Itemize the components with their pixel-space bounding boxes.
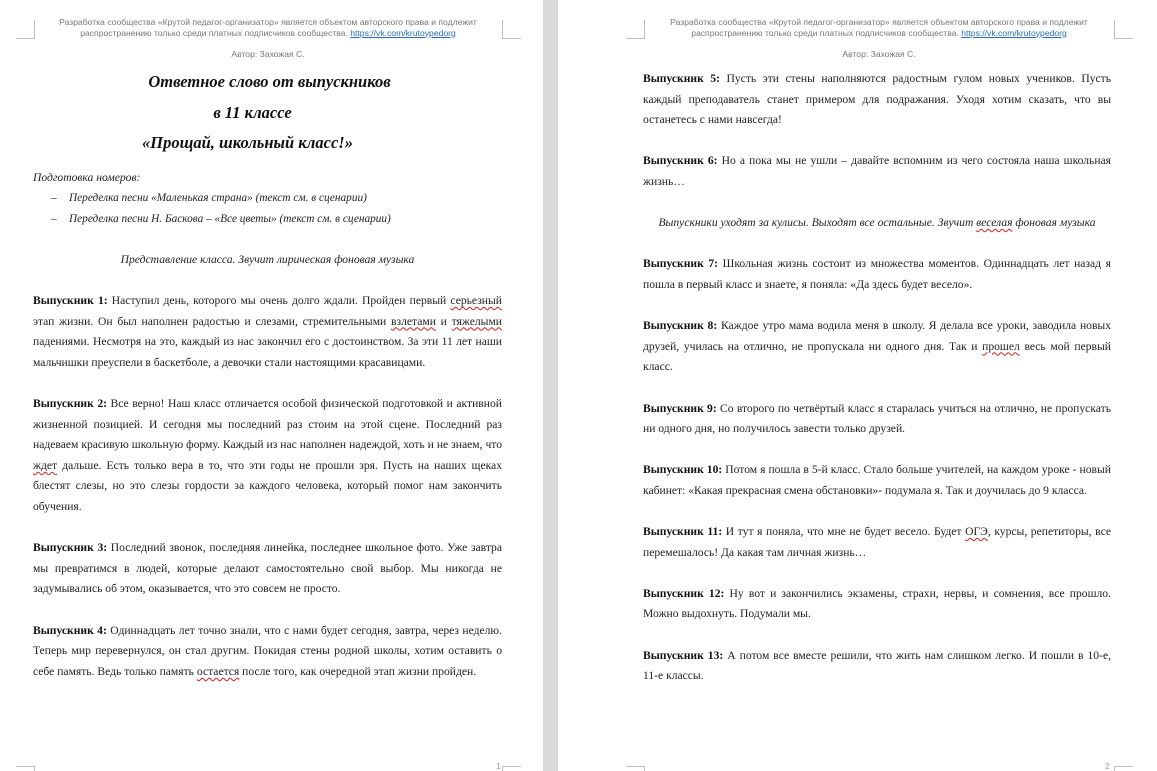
- speaker-label: Выпускник 6:: [643, 154, 718, 168]
- speaker-label: Выпускник 8:: [643, 319, 718, 333]
- speaker-label: Выпускник 10:: [643, 463, 723, 477]
- speech-11: Выпускник 11: И тут я поняла, что мне не будет весело. Будет ОГЭ, курсы, репетиторы, все перемешалось! Да какая там личная жизнь…: [643, 525, 1112, 559]
- prep-item-2: – Переделка песни Н. Баскова – «Все цветы» (текст см. в сценарии): [33, 209, 502, 230]
- header-link[interactable]: https://vk.com/krutoypedorg: [961, 27, 1067, 38]
- speech-7: Выпускник 7: Школьная жизнь состоит из множества моментов. Одиннадцать лет назад я пошла в первый класс и знаете, я поняла: «Да здесь будет весело».: [643, 257, 1112, 291]
- speech-12: Выпускник 12: Ну вот и закончились экзамены, страхи, нервы, и сомнения, все прошло. Можно выдохнуть. Подумали мы.: [643, 586, 1111, 621]
- page-2-body: [643, 69, 1111, 687]
- speech-10: Выпускник 10: Потом я пошла в 5-й класс. Стало больше учителей, на каждом уроке - новый кабинет: «Какая прекрасная смена обстановки»- подумала я. Так и доучилась до 9 класса.: [643, 463, 1112, 497]
- speech-5: Выпускник 5: Пусть эти стены наполняются радостным гулом новых учеников. Пусть каждый преподаватель станет примером для подражания. Уходя хотим сказать, что вы останетесь с нами навсегда!: [643, 72, 1111, 127]
- speaker-label: Выпускник 2:: [33, 397, 107, 411]
- speaker-label: Выпускник 4:: [33, 623, 107, 637]
- speaker-label: Выпускник 11:: [643, 525, 723, 539]
- prep-label: Подготовка номеров:: [33, 170, 141, 184]
- speech-8: Выпускник 8: Каждое утро мама водила меня в школу. Я делала все уроки, заводила новых друзей, училась на отлично, не пропускала ни одного дня. Так и прошел весь мой первый класс.: [643, 319, 1112, 374]
- page-header: [30, 17, 506, 38]
- page-corner-mark: [1114, 766, 1133, 771]
- speech-6: Выпускник 6: Но а пока мы не ушли – давайте вспомним из чего состояла наша школьная жизнь…: [643, 154, 1112, 188]
- speaker-label: Выпускник 1:: [33, 294, 108, 308]
- header-line-2: распространению только среди платных подписчиков сообщества.: [691, 27, 959, 38]
- doc-title-line-1: Ответное слово от выпускников: [148, 72, 391, 91]
- page-number: 1: [496, 761, 501, 771]
- author-line: Автор: Захожая С.: [842, 49, 916, 59]
- header-line-1: Разработка сообщества «Крутой педагог-организатор» является объектом авторского права и подлежит: [670, 17, 1088, 27]
- speech-1: Выпускник 1: Наступил день, которого мы очень долго ждали. Пройден первый серьезный этап жизни. Он был наполнен радостью и слезами, стремительными взлетами и тяжелыми падениями. Несмотря на это, каждый из нас закончил его с достоинством. За эти 11 лет наши мальчишки преуспели в баскетболе, а девочки стали настоящими красавицами.: [33, 294, 502, 369]
- speaker-label: Выпускник 9:: [643, 401, 717, 415]
- page-1-body: [33, 67, 502, 682]
- header-link[interactable]: https://vk.com/krutoypedorg: [350, 27, 456, 38]
- page-number: 2: [1105, 761, 1110, 771]
- page-corner-mark: [502, 766, 521, 771]
- page-corner-mark: [626, 766, 645, 771]
- speech-3: Выпускник 3: Последний звонок, последняя линейка, последнее школьное фото. Уже завтра мы превратимся в людей, которые делают самостоятельно свой выбор. Мы никогда не задумывались об этом, оказывается, что это совсем не просто.: [33, 541, 503, 596]
- stage-note: Представление класса. Звучит лирическая фоновая музыка: [120, 252, 415, 266]
- document-page-1: [0, 0, 543, 771]
- speech-2: Выпускник 2: Все верно! Наш класс отличается особой физической подготовкой и активной жизненной позицией. И сегодня мы последний раз стоим на этой сцене. Последний раз надеваем красивую школьную форму. Каждый из нас наполнен надеждой, хоть и не знаем, что ждет дальше. Есть только вера в то, что эти годы не прошли зря. Пусть на наших щеках блестят слезы, но это слезы гордости за каждого человека, который помог нам закончить обучения.: [33, 397, 502, 513]
- doc-title-line-2: в 11 классе: [213, 102, 292, 122]
- speaker-label: Выпускник 3:: [33, 541, 108, 555]
- document-page-2: [558, 0, 1157, 771]
- speaker-label: Выпускник 12:: [643, 586, 725, 600]
- stage-note: Выпускники уходят за кулисы. Выходят все остальные. Звучит веселая фоновая музыка: [658, 216, 1096, 230]
- page-header: [640, 17, 1118, 38]
- doc-title-line-3: «Прощай, школьный класс!»: [142, 133, 353, 152]
- header-line-2: распространению только среди платных подписчиков сообщества.: [80, 27, 348, 38]
- prep-item-1: – Переделка песни «Маленькая страна» (текст см. в сценарии): [33, 188, 502, 209]
- speech-13: Выпускник 13: А потом все вместе решили, что жить нам слишком легко. И пошли в 10-е, 11-е классы.: [643, 648, 1112, 683]
- page-corner-mark: [16, 766, 35, 771]
- speech-4: Выпускник 4: Одиннадцать лет точно знали, что с нами будет сегодня, завтра, через неделю. Теперь мир перевернулся, он стал другим. Покидая стены родной школы, хотим оставить о себе память. Ведь только память остается после того, как очередной этап жизни пройден.: [33, 623, 502, 678]
- speaker-label: Выпускник 5:: [643, 72, 720, 85]
- speech-9: Выпускник 9: Со второго по четвёртый класс я старалась учиться на отлично, не пропускать ни одного дня, но получилось завести только друзей.: [643, 401, 1111, 436]
- author-line: Автор: Захожая С.: [231, 49, 305, 59]
- speaker-label: Выпускник 13:: [643, 648, 724, 662]
- speaker-label: Выпускник 7:: [643, 257, 719, 271]
- header-line-1: Разработка сообщества «Крутой педагог-организатор» является объектом авторского права и подлежит: [59, 17, 477, 27]
